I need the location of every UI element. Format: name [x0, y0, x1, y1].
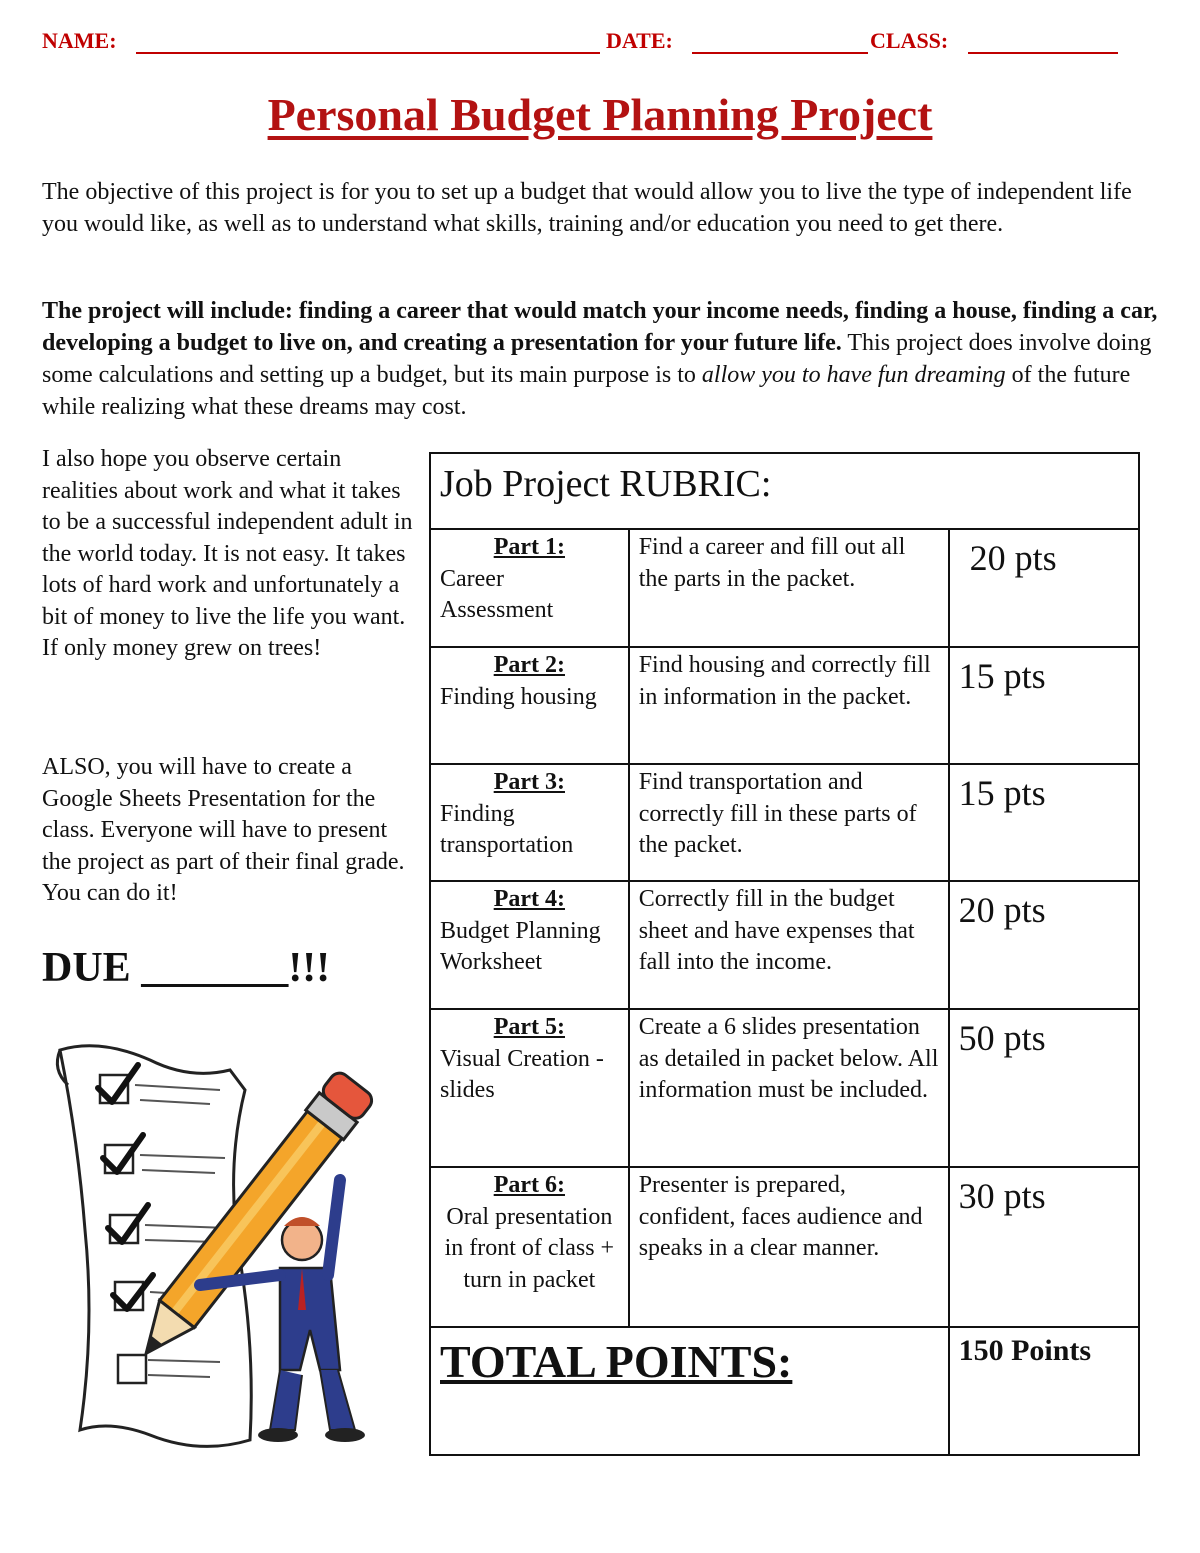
- part-description: Presenter is prepared, confident, faces audience and speaks in a clear manner.: [629, 1167, 949, 1327]
- part-description: Correctly fill in the budget sheet and have expenses that fall into the income.: [629, 881, 949, 1009]
- project-include-paragraph: [42, 295, 1162, 423]
- part-name: Career Assessment: [440, 565, 554, 623]
- part-points: 50 pts: [949, 1009, 1139, 1167]
- name-blank-line[interactable]: [136, 52, 600, 54]
- class-blank-line[interactable]: [968, 52, 1118, 54]
- table-row: [430, 529, 1139, 647]
- objective-paragraph: The objective of this project is for you to set up a budget that would allow you to live the type of independent life you would like, as well as to understand what skills, training and/or education you need to get there.: [42, 179, 1132, 237]
- part-points: 15 pts: [949, 647, 1139, 764]
- part-points: 30 pts: [949, 1167, 1139, 1327]
- due-suffix: !!!: [288, 945, 331, 991]
- student-info-header: [42, 28, 1122, 62]
- part-label: Part 6:: [493, 1172, 565, 1198]
- rubric-title-row: [430, 453, 1139, 529]
- table-row: [430, 1167, 1139, 1327]
- part-points: 20 pts: [949, 881, 1139, 1009]
- fun-dreaming-text: allow you to have fun dreaming: [701, 362, 1006, 388]
- part-cell: [430, 1009, 629, 1167]
- part-description: Create a 6 slides presentation as detailed in packet below. All information must be included.: [629, 1009, 949, 1167]
- rubric-table: [429, 452, 1140, 1456]
- total-points-label: TOTAL POINTS:: [430, 1327, 949, 1455]
- part-label: Part 3:: [493, 769, 565, 795]
- name-label: NAME:: [42, 28, 117, 53]
- due-line: [42, 944, 330, 992]
- part-label: Part 1:: [493, 534, 565, 560]
- part-label: Part 4:: [493, 886, 565, 912]
- table-row: [430, 647, 1139, 764]
- part-name: Budget Planning Worksheet: [440, 917, 601, 975]
- part-name: Visual Creation - slides: [440, 1045, 604, 1103]
- part-cell: [430, 529, 629, 647]
- end-text: of the future while realizing what these dreams may cost.: [42, 362, 1131, 420]
- date-label: DATE:: [606, 28, 673, 53]
- part-points: 20 pts: [949, 529, 1139, 647]
- part-name: Finding housing: [440, 683, 597, 710]
- part-name: Finding transportation: [440, 800, 574, 858]
- part-label: Part 5:: [493, 1014, 565, 1040]
- part-cell: [430, 647, 629, 764]
- part-description: Find transportation and correctly fill in these parts of the packet.: [629, 764, 949, 881]
- checklist-pencil-clipart: [40, 1030, 420, 1460]
- page-title: Personal Budget Planning Project: [267, 89, 933, 140]
- part-description: Find housing and correctly fill in information in the packet.: [629, 647, 949, 764]
- also-paragraph: ALSO, you will have to create a Google Sheets Presentation for the class. Everyone will have to present the project as part of their final grade. You can do it!: [42, 754, 405, 906]
- total-row: [430, 1327, 1139, 1455]
- table-row: [430, 1009, 1139, 1167]
- date-blank-line[interactable]: [692, 52, 868, 54]
- part-name: Oral presentation in front of class + turn in packet: [444, 1203, 615, 1293]
- due-blank[interactable]: _______: [141, 945, 289, 991]
- hope-paragraph: I also hope you observe certain realities about work and what it takes to be a successful independent adult in the world today. It is not easy. It takes lots of hard work and unfortunately a bit of money to live the life you want. If only money grew on trees!: [42, 446, 413, 661]
- rubric-title: Job Project RUBRIC:: [430, 453, 1139, 529]
- include-bold-text: The project will include: finding a career that would match your income needs, finding a house, finding a car, developing a budget to live on, and creating a presentation for your future life.: [42, 298, 1158, 356]
- table-row: [430, 881, 1139, 1009]
- part-cell: [430, 881, 629, 1009]
- part-description: Find a career and fill out all the parts in the packet.: [629, 529, 949, 647]
- table-row: [430, 764, 1139, 881]
- class-label: CLASS:: [870, 28, 949, 53]
- part-cell: [430, 764, 629, 881]
- due-prefix: DUE: [42, 945, 142, 991]
- part-label: Part 2:: [493, 652, 565, 678]
- part-points: 15 pts: [949, 764, 1139, 881]
- total-points-value: 150 Points: [949, 1327, 1139, 1455]
- calc-text: This project does involve doing some calculations and setting up a budget, but its main purpose is to: [42, 330, 1152, 388]
- part-cell: [430, 1167, 629, 1327]
